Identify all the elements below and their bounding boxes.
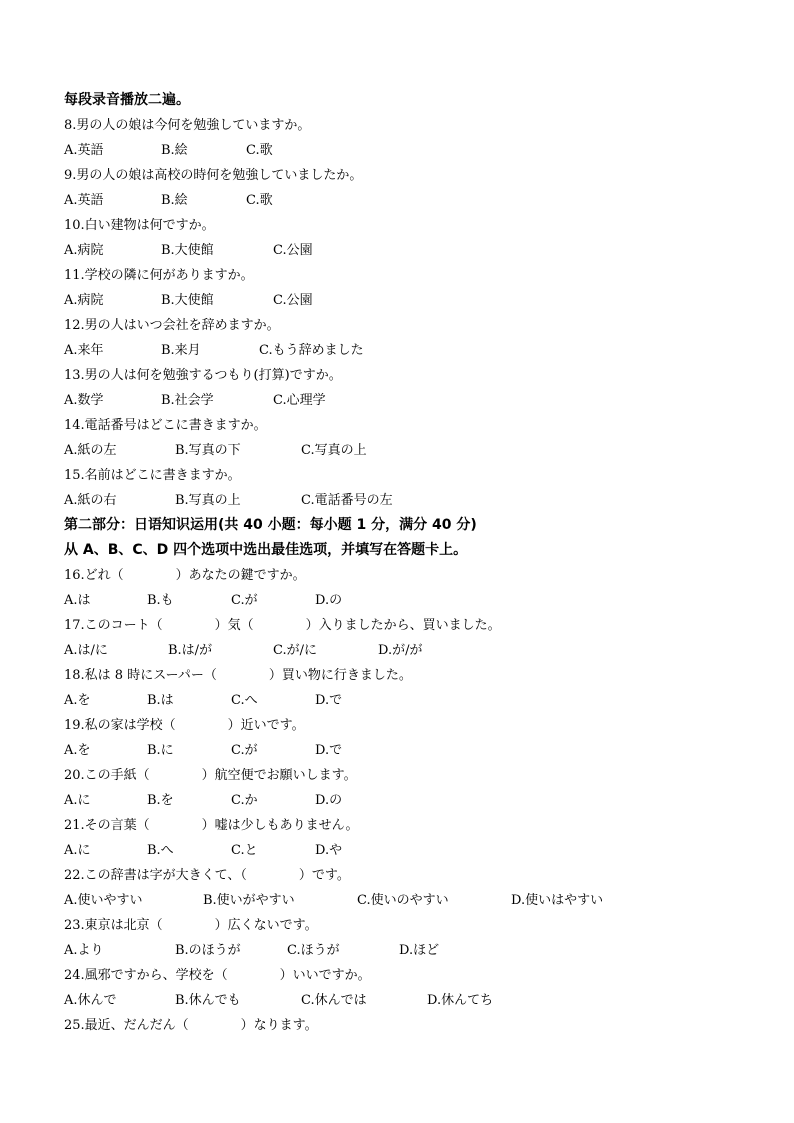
option-a: A.に (64, 843, 91, 858)
option-b: B.休んでも (175, 993, 241, 1008)
options-23 (64, 938, 744, 963)
question-12: 12.男の人はいつ会社を辞めますか。 (64, 318, 280, 333)
option-a: A.英語 (64, 143, 104, 158)
option-d: D.で (315, 693, 343, 708)
option-b: B.使いがやすい (203, 893, 295, 908)
option-b: B.は/が (168, 643, 213, 658)
option-c: C.歌 (246, 143, 273, 158)
options-18 (64, 688, 744, 713)
option-c: C.もう辞めました (259, 343, 364, 358)
options-12 (64, 338, 744, 363)
option-c: C.か (231, 793, 258, 808)
option-b: B.写真の下 (175, 443, 241, 458)
options-15 (64, 488, 744, 513)
options-21 (64, 838, 744, 863)
question-16: 16.どれ（ ）あなたの鍵ですか。 (64, 568, 306, 583)
option-b: B.へ (147, 843, 174, 858)
option-b: B.写真の上 (175, 493, 241, 508)
option-d: D.が/が (378, 643, 423, 658)
option-b: B.を (147, 793, 174, 808)
options-11 (64, 288, 744, 313)
options-9 (64, 188, 744, 213)
options-22 (64, 888, 744, 913)
question-10: 10.白い建物は何ですか。 (64, 218, 215, 233)
question-22: 22.この辞書は字が大きくて、（ ）です。 (64, 868, 350, 883)
question-19: 19.私の家は学校（ ）近いです。 (64, 718, 305, 733)
option-a: A.使いやすい (64, 893, 143, 908)
question-14: 14.電話番号はどこに書きますか。 (64, 418, 267, 433)
option-b: B.も (147, 593, 174, 608)
option-a: A.英語 (64, 193, 104, 208)
option-b: B.は (147, 693, 174, 708)
option-d: D.休んてち (427, 993, 494, 1008)
options-14 (64, 438, 744, 463)
option-c: C.心理学 (273, 393, 326, 408)
option-d: D.で (315, 743, 343, 758)
options-10 (64, 238, 744, 263)
option-c: C.が/に (273, 643, 317, 658)
option-a: A.は/に (64, 643, 108, 658)
option-a: A.数学 (64, 393, 104, 408)
question-8: 8.男の人の娘は今何を勉強していますか。 (64, 118, 311, 133)
part2-instruction: 从 A、B、C、D 四个选项中选出最佳选项，并填写在答题卡上。 (64, 542, 468, 558)
option-d: D.ほど (399, 943, 440, 958)
question-23: 23.東京は北京（ ）広くないです。 (64, 918, 318, 933)
question-20: 20.この手紙（ ）航空便でお願いします。 (64, 768, 357, 783)
part2-title: 第二部分：日语知识运用(共 40 小题：每小题 1 分，满分 40 分) (64, 517, 477, 533)
options-13 (64, 388, 744, 413)
option-b: B.大使館 (161, 293, 214, 308)
option-a: A.を (64, 743, 91, 758)
exam-page (64, 88, 744, 1038)
question-17: 17.このコート（ ）気（ ）入りましたから、買いました。 (64, 618, 501, 633)
options-24 (64, 988, 744, 1013)
options-16 (64, 588, 744, 613)
option-d: D.の (315, 593, 343, 608)
option-c: C.写真の上 (301, 443, 367, 458)
option-d: D.の (315, 793, 343, 808)
option-b: B.のほうが (175, 943, 241, 958)
question-18: 18.私は 8 時にスーパー（ ）買い物に行きました。 (64, 668, 412, 683)
option-b: B.来月 (161, 343, 201, 358)
option-c: C.ほうが (287, 943, 340, 958)
option-a: A.病院 (64, 293, 104, 308)
option-a: A.より (64, 943, 104, 958)
option-c: C.歌 (246, 193, 273, 208)
option-a: A.紙の左 (64, 443, 117, 458)
option-c: C.へ (231, 693, 258, 708)
question-11: 11.学校の隣に何がありますか。 (64, 268, 254, 283)
option-b: B.絵 (161, 193, 188, 208)
question-15: 15.名前はどこに書きますか。 (64, 468, 241, 483)
option-c: C.が (231, 593, 258, 608)
option-a: A.を (64, 693, 91, 708)
question-21: 21.その言葉（ ）嘘は少しもありません。 (64, 818, 359, 833)
option-c: C.と (231, 843, 258, 858)
option-d: D.や (315, 843, 343, 858)
options-8 (64, 138, 744, 163)
question-9: 9.男の人の娘は高校の時何を勉強していましたか。 (64, 168, 363, 183)
option-a: A.紙の右 (64, 493, 117, 508)
option-a: A.に (64, 793, 91, 808)
options-19 (64, 738, 744, 763)
option-b: B.社会学 (161, 393, 214, 408)
option-c: C.電話番号の左 (301, 493, 393, 508)
option-c: C.使いのやすい (357, 893, 449, 908)
option-c: C.が (231, 743, 258, 758)
option-a: A.休んで (64, 993, 117, 1008)
option-a: A.来年 (64, 343, 104, 358)
option-b: B.絵 (161, 143, 188, 158)
option-c: C.休んでは (301, 993, 367, 1008)
question-24: 24.風邪ですから、学校を（ ）いいですか。 (64, 968, 371, 983)
option-b: B.に (147, 743, 174, 758)
option-b: B.大使館 (161, 243, 214, 258)
options-20 (64, 788, 744, 813)
option-d: D.使いはやすい (511, 893, 604, 908)
options-17 (64, 638, 744, 663)
option-c: C.公園 (273, 243, 313, 258)
question-13: 13.男の人は何を勉強するつもり(打算)ですか。 (64, 368, 342, 383)
option-c: C.公園 (273, 293, 313, 308)
option-a: A.は (64, 593, 91, 608)
question-25: 25.最近、だんだん（ ）なります。 (64, 1018, 318, 1033)
option-a: A.病院 (64, 243, 104, 258)
section-intro: 每段录音播放二遍。 (64, 92, 190, 108)
